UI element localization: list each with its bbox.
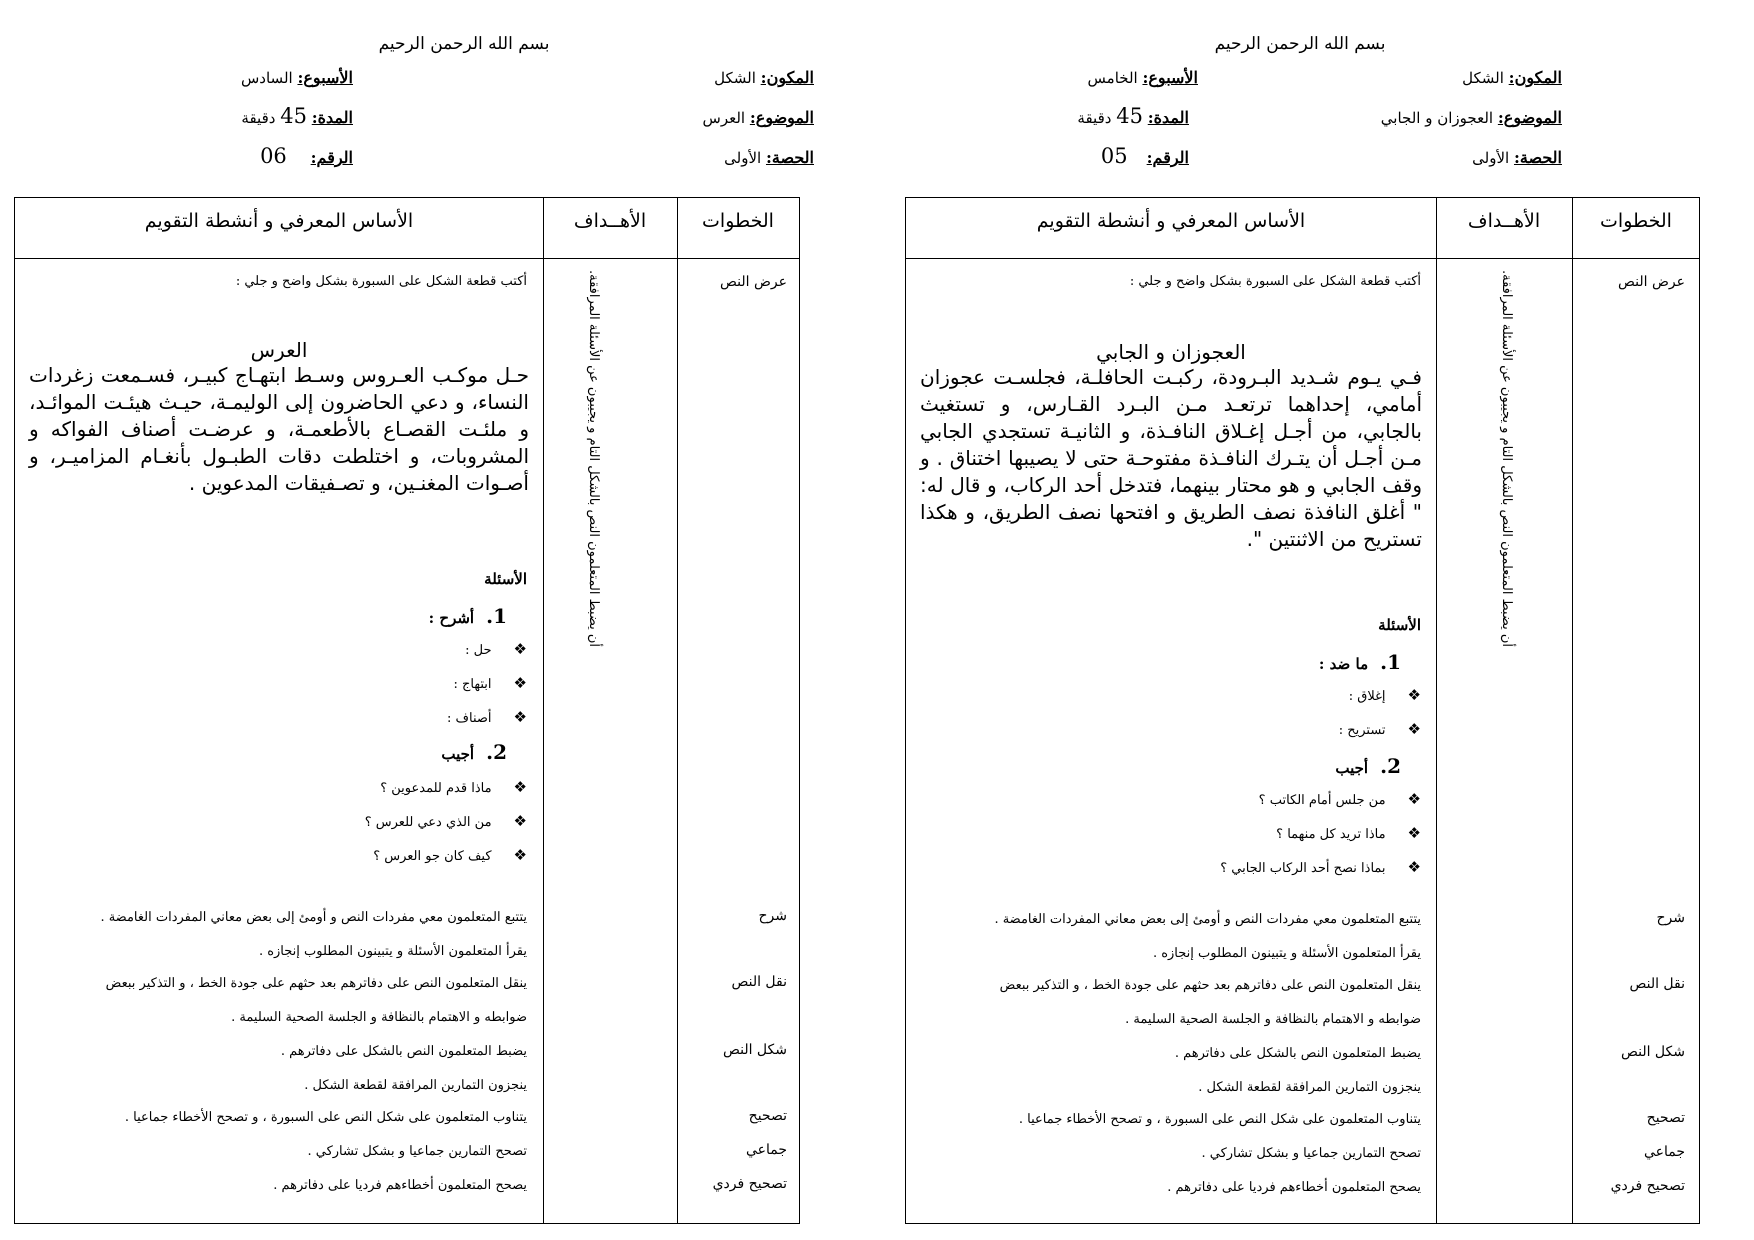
step-copy-text: نقل النص	[1629, 976, 1685, 992]
questions-heading: الأسئلة	[484, 570, 527, 588]
activity-line: يصحح المتعلمون أخطاءهم فرديا على دفاترهم .	[1167, 1180, 1421, 1195]
header-content: الأساس المعرفي و أنشطة التقويم	[144, 210, 414, 232]
question-2-item: ❖من جلس أمام الكاتب ؟	[1258, 790, 1421, 808]
session-field: الحصة: الأولى	[724, 148, 814, 167]
session-field: الحصة: الأولى	[1472, 148, 1562, 167]
question-2-item: ❖من الذي دعي للعرس ؟	[364, 812, 527, 830]
question-1-item: ❖ابتهاج :	[453, 674, 527, 692]
activity-line: ينقل المتعلمون النص على دفاترهم بعد حثهم على جودة الخط ، و التذكير ببعض	[999, 978, 1421, 993]
duration-field: المدة: 45 دقيقة	[1077, 104, 1189, 128]
lesson-table	[14, 197, 800, 1224]
component-field: المكون: الشكل	[1462, 68, 1562, 87]
objective-text: أن يضبط المتعلمون النص بالشكل التام و يجيبون عن الأسئلة المرافقة.	[1499, 270, 1514, 648]
question-1-item: ❖حل :	[465, 640, 527, 658]
question-1-item: ❖تستريح :	[1338, 720, 1421, 738]
component-field: المكون: الشكل	[714, 68, 814, 87]
step-individual: تصحيح فردي	[1610, 1178, 1685, 1194]
question-2-item: ❖كيف كان جو العرس ؟	[373, 846, 527, 864]
question-1: 1.أشرح :	[428, 604, 507, 628]
passage-title: العرس	[250, 338, 308, 362]
activity-line: يتتبع المتعلمون معي مفردات النص و أومئ إلى بعض معاني المفردات الغامضة .	[100, 910, 527, 925]
activity-line: ينجزون التمارين المرافقة لقطعة الشكل .	[304, 1078, 527, 1093]
step-collective: جماعي	[745, 1142, 787, 1158]
question-2-item: ❖بماذا نصح أحد الركاب الجابي ؟	[1220, 858, 1421, 876]
instruction: أكتب قطعة الشكل على السبورة بشكل واضح و جلي :	[235, 274, 527, 289]
activity-line: تصحح التمارين جماعيا و بشكل تشاركي .	[1201, 1146, 1421, 1161]
step-show-text: عرض النص	[720, 274, 787, 290]
activity-line: يتناوب المتعلمون على شكل النص على السبورة ، و تصحح الأخطاء جماعيا .	[124, 1110, 527, 1125]
step-correction: تصحيح	[1646, 1110, 1685, 1126]
week-field: الأسبوع: الخامس	[1087, 68, 1198, 87]
question-2: 2.أجيب	[441, 740, 507, 764]
header-objectives: الأهــداف	[573, 210, 647, 232]
number-field: الرقم: 06	[260, 144, 353, 168]
question-1: 1.ما ضد :	[1318, 650, 1401, 674]
step-correction: تصحيح	[748, 1108, 787, 1124]
step-explain: شرح	[1656, 910, 1685, 926]
activity-line: يصحح المتعلمون أخطاءهم فرديا على دفاترهم .	[273, 1178, 527, 1193]
instruction: أكتب قطعة الشكل على السبورة بشكل واضح و جلي :	[1129, 274, 1421, 289]
questions-heading: الأسئلة	[1378, 616, 1421, 634]
activity-line: ضوابطه و الاهتمام بالنظافة و الجلسة الصحية السليمة .	[231, 1010, 527, 1025]
step-collective: جماعي	[1643, 1144, 1685, 1160]
header-steps: الخطوات	[702, 210, 774, 232]
activity-line: يضبط المتعلمون النص بالشكل على دفاترهم .	[1174, 1046, 1421, 1061]
step-show-text: عرض النص	[1618, 274, 1685, 290]
activity-line: يضبط المتعلمون النص بالشكل على دفاترهم .	[280, 1044, 527, 1059]
activity-line: ينقل المتعلمون النص على دفاترهم بعد حثهم على جودة الخط ، و التذكير ببعض	[105, 976, 527, 991]
lesson-table	[905, 197, 1700, 1224]
step-individual: تصحيح فردي	[712, 1176, 787, 1192]
question-1-item: ❖أصناف :	[447, 708, 527, 726]
activity-line: ينجزون التمارين المرافقة لقطعة الشكل .	[1198, 1080, 1421, 1095]
question-2-item: ❖ماذا تريد كل منهما ؟	[1276, 824, 1421, 842]
activity-line: يقرأ المتعلمون الأسئلة و يتبينون المطلوب إنجازه .	[1152, 946, 1421, 961]
duration-field: المدة: 45 دقيقة	[241, 104, 353, 128]
week-field: الأسبوع: السادس	[241, 68, 353, 87]
basmala: بسم الله الرحمن الرحيم	[378, 34, 550, 54]
activity-line: يتتبع المتعلمون معي مفردات النص و أومئ إلى بعض معاني المفردات الغامضة .	[994, 912, 1421, 927]
question-2: 2.أجيب	[1335, 754, 1401, 778]
number-field: الرقم: 05	[1100, 144, 1189, 168]
lesson-sheet-06	[14, 0, 819, 1240]
topic-field: الموضوع: العرس	[702, 108, 814, 127]
activity-line: تصحح التمارين جماعيا و بشكل تشاركي .	[307, 1144, 527, 1159]
passage-title: العجوزان و الجابي	[1096, 340, 1246, 364]
passage-text: فـي يـوم شـديد البـرودة، ركبـت الحافلـة، فجلسـت عجوزان أمامي، إحداهما ترتعـد مـن البـرد القـارس، و تستغيث بالجابي، من أجـل إغـلاق النافـذة، و الثانيـة تستجدي الجابي مـن أجـل أن يتـرك النافـذة مفتوحـة حتى لا يصيبها اختناق . و وقف الجابي و هو محتار بينهما، فتدخل أحد الركاب، و قال له: " أغلق النافذة نصف الطريق و افتحها نصف الطريق، و هكذا تستريح من الاثنتين ".	[920, 365, 1422, 551]
basmala: بسم الله الرحمن الرحيم	[1214, 34, 1386, 54]
activity-line: يتناوب المتعلمون على شكل النص على السبورة ، و تصحح الأخطاء جماعيا .	[1018, 1112, 1421, 1127]
lesson-sheet-05	[905, 0, 1710, 1240]
passage-text: حـل موكـب العـروس وسـط ابتهـاج كبيـر، فسـمعت زغردات النساء، و دعي الحاضرون إلى الوليمـة، حيـث هيئـت الموائـد، و ملئـت القصـاع بالأطعمـة، و عرضـت أصناف الفواكه و المشروبات، و اختلطت دقات الطبـول بأنغـام المزاميـر، و أصـوات المغنـين، و تصـفيقات المدعوين .	[29, 363, 529, 495]
step-copy-text: نقل النص	[731, 974, 787, 990]
question-2-item: ❖ماذا قدم للمدعوين ؟	[380, 778, 527, 796]
objective-text: أن يضبط المتعلمون النص بالشكل التام و يجيبون عن الأسئلة المرافقة.	[586, 270, 601, 648]
activity-line: يقرأ المتعلمون الأسئلة و يتبينون المطلوب إنجازه .	[258, 944, 527, 959]
topic-field: الموضوع: العجوزان و الجابي	[1380, 108, 1562, 127]
activity-line: ضوابطه و الاهتمام بالنظافة و الجلسة الصحية السليمة .	[1125, 1012, 1421, 1027]
step-vowelize: شكل النص	[722, 1042, 787, 1058]
header-steps: الخطوات	[1600, 210, 1672, 232]
header-content: الأساس المعرفي و أنشطة التقويم	[1036, 210, 1306, 232]
question-1-item: ❖إغلاق :	[1348, 686, 1421, 704]
header-objectives: الأهــداف	[1467, 210, 1541, 232]
step-vowelize: شكل النص	[1620, 1044, 1685, 1060]
step-explain: شرح	[758, 908, 787, 924]
